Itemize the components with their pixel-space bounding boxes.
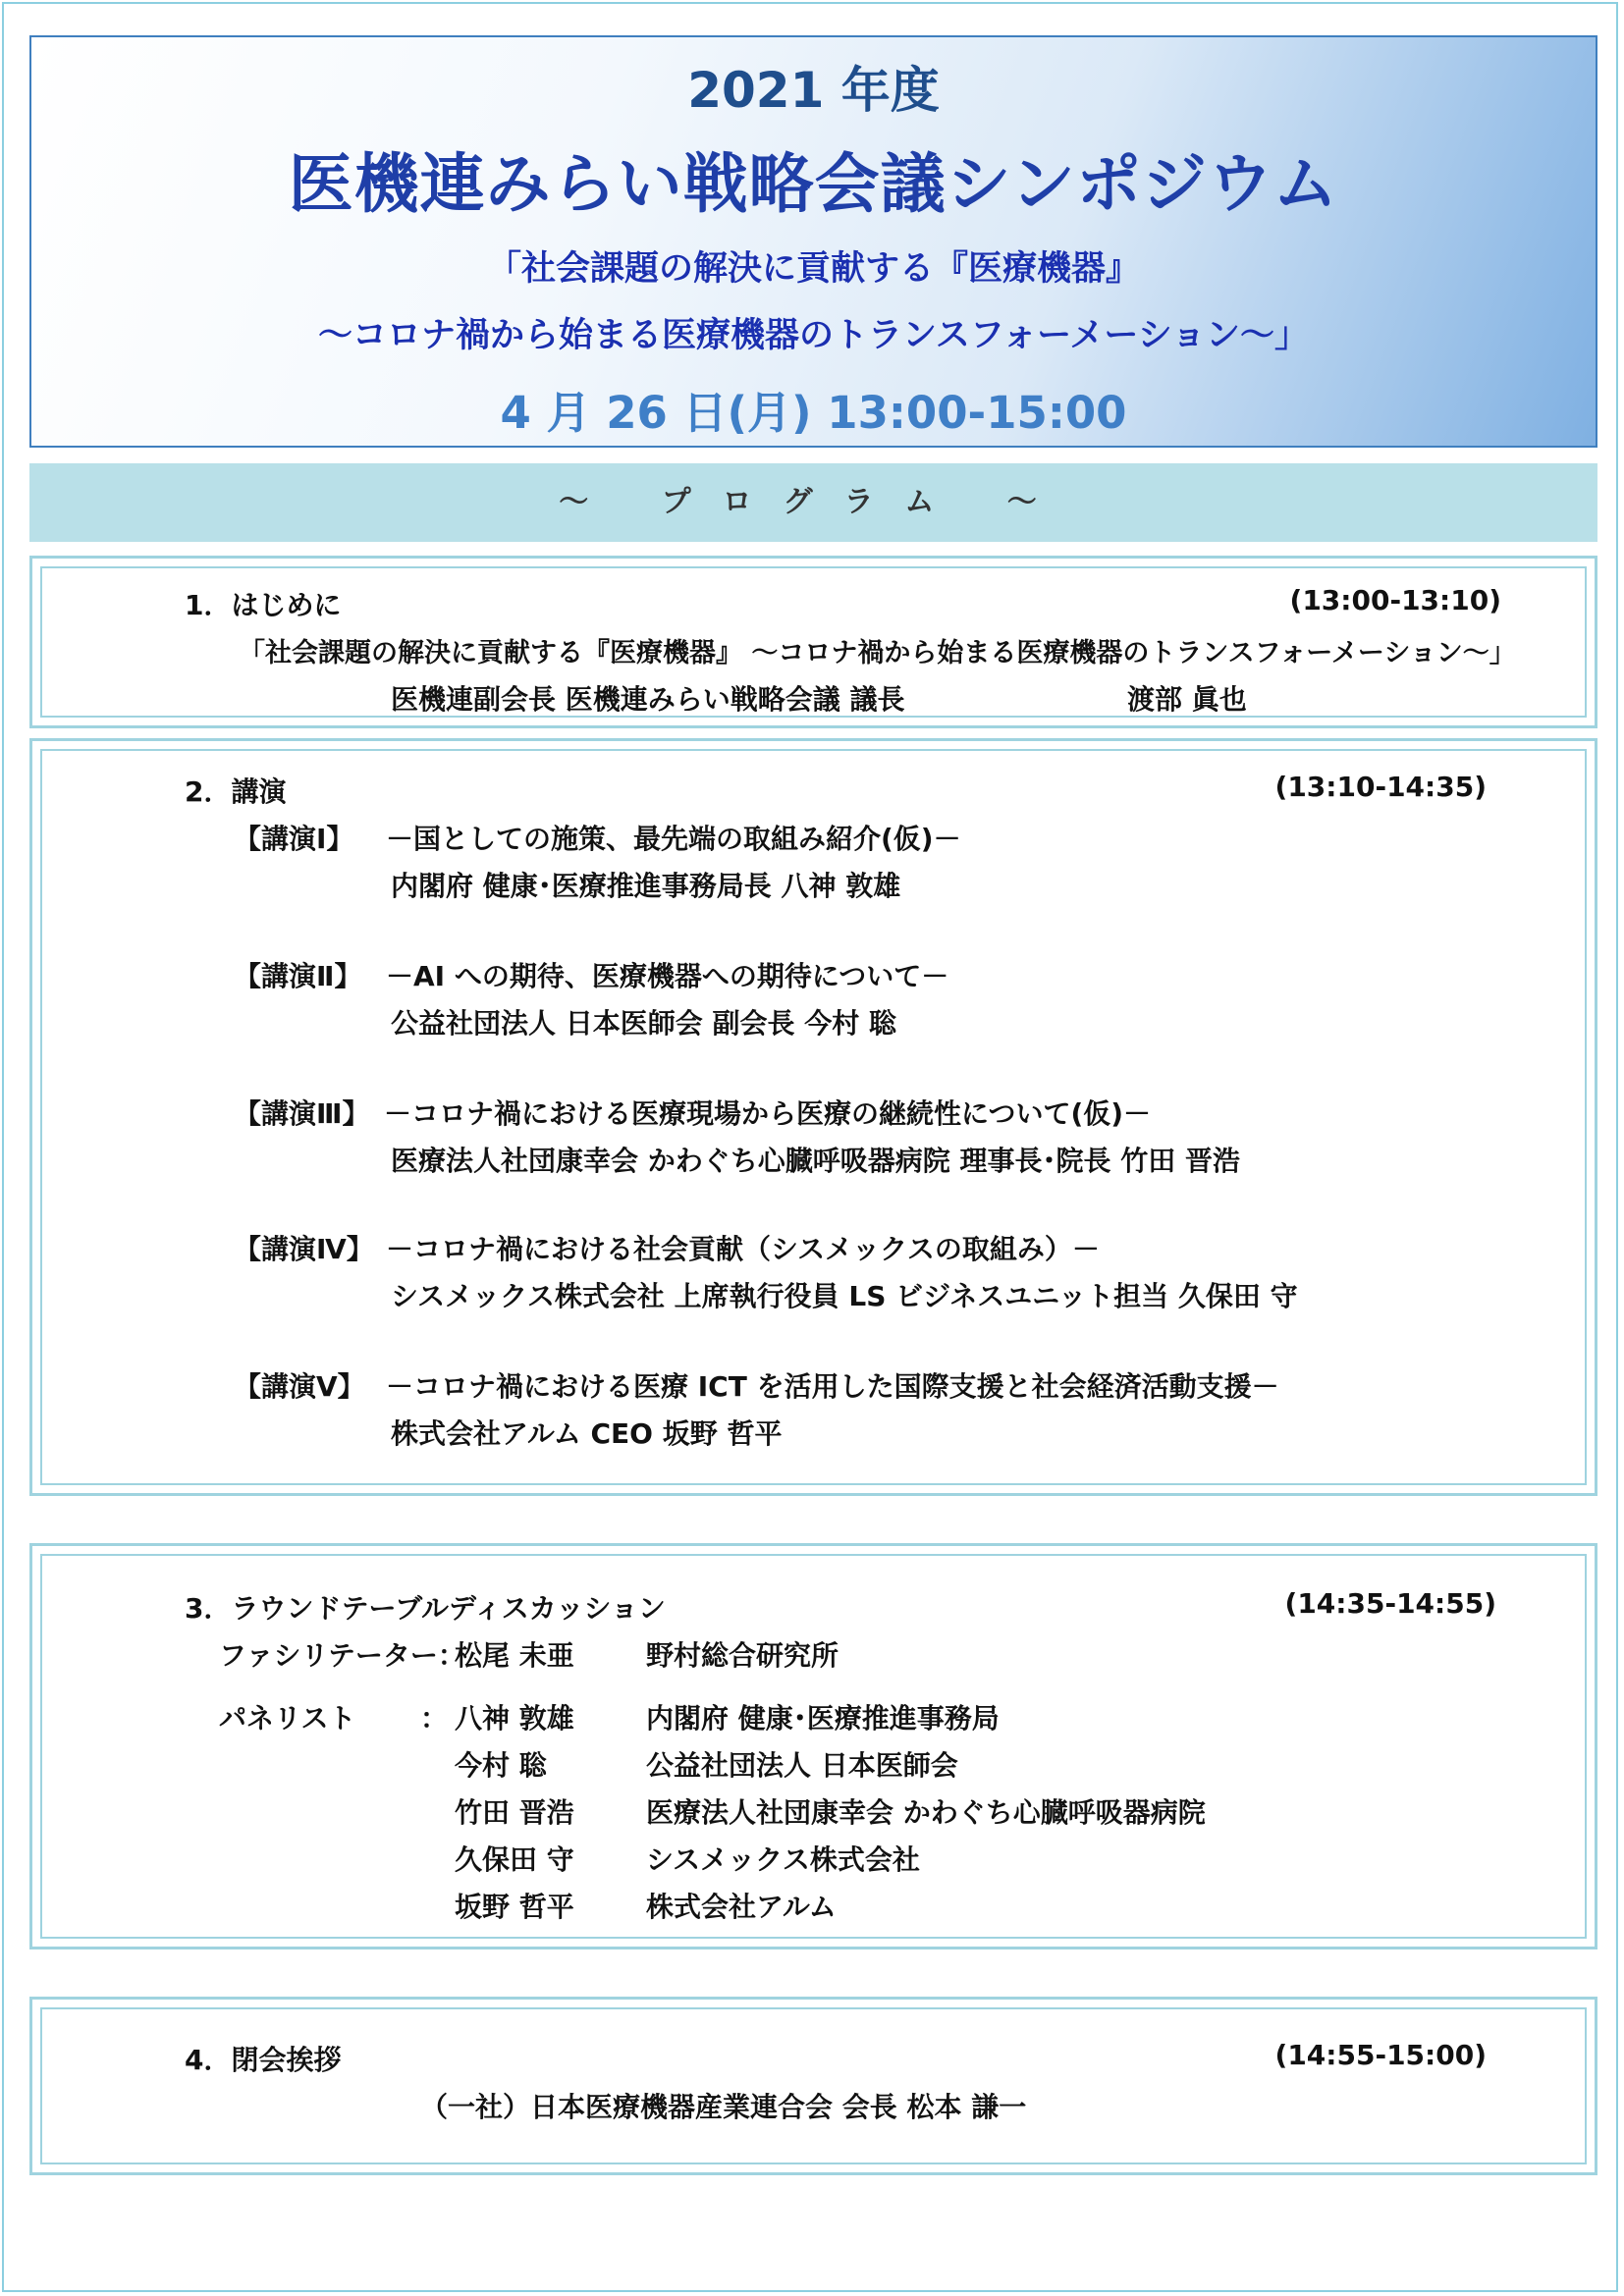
panelist-label: パネリスト [219,1702,356,1735]
section-time: (13:00-13:10) [1289,584,1501,616]
section-time: (14:35-14:55) [1284,1587,1496,1620]
panelist-colon: ： [420,1702,449,1735]
lecture-tag: 【講演Ⅱ】 [234,960,362,992]
panelist-name: 久保田 守 [455,1843,574,1876]
section-opening [29,556,1597,728]
panelist-org: 公益社団法人 日本医師会 [646,1749,958,1782]
panelist-name: 竹田 晋浩 [455,1796,574,1829]
section-heading: 1．はじめに [185,589,342,621]
opening-speaker-name: 渡部 眞也 [1127,683,1247,716]
panelist-name: 坂野 哲平 [455,1891,574,1923]
panelist-org: 内閣府 健康･医療推進事務局 [646,1702,1000,1735]
lecture-tag: 【講演Ⅴ】 [234,1370,365,1403]
lecture-tag: 【講演Ⅰ】 [234,823,354,855]
lecture-speaker: シスメックス株式会社 上席執行役員 LS ビジネスユニット担当 久保田 守 [391,1280,1298,1312]
lecture-title: －コロナ禍における医療現場から医療の継続性について(仮)－ [384,1097,1152,1130]
panelist-name: 八神 敦雄 [455,1702,574,1735]
panelist-org: 医療法人社団康幸会 かわぐち心臓呼吸器病院 [646,1796,1206,1829]
section-heading: 3．ラウンドテーブルディスカッション [185,1592,666,1625]
section-time: (14:55-15:00) [1274,2039,1487,2071]
event-subtitle-line2: ～コロナ禍から始まる医療機器のトランスフォーメーション～」 [317,316,1310,355]
lecture-speaker: 公益社団法人 日本医師会 副会長 今村 聡 [391,1007,896,1040]
section-heading: 4．閉会挨拶 [185,2044,342,2076]
lecture-title: －コロナ禍における医療 ICT を活用した国際支援と社会経済活動支援－ [386,1370,1279,1403]
lecture-title: －AI への期待、医療機器への期待について－ [386,960,949,992]
lecture-title: －国としての施策、最先端の取組み紹介(仮)－ [386,823,961,855]
facilitator-name: 松尾 未亜 [455,1639,574,1672]
lecture-speaker: 株式会社アルム CEO 坂野 哲平 [391,1417,783,1450]
lecture-tag: 【講演Ⅳ】 [234,1233,374,1265]
lecture-speaker: 内閣府 健康･医療推進事務局長 八神 敦雄 [391,870,901,902]
event-year: 2021 年度 [687,62,940,119]
lecture-tag: 【講演Ⅲ】 [234,1097,370,1130]
event-title: 医機連みらい戦略会議シンポジウム [288,146,1339,222]
section-heading: 2．講演 [185,775,287,808]
facilitator-label: ファシリテーター： [219,1639,465,1672]
lecture-speaker: 医療法人社団康幸会 かわぐち心臓呼吸器病院 理事長･院長 竹田 晋浩 [391,1145,1240,1177]
opening-speaker-role: 医機連副会長 医機連みらい戦略会議 議長 [391,683,905,716]
section-closing [29,1997,1597,2175]
panelist-name: 今村 聡 [455,1749,547,1782]
program-heading: ～ プログラム ～ [29,463,1597,542]
lecture-title: －コロナ禍における社会貢献（シスメックスの取組み）－ [386,1233,1100,1265]
header-banner [29,35,1597,448]
section-lectures [29,738,1597,1496]
panelist-org: シスメックス株式会社 [646,1843,920,1876]
section-time: (13:10-14:35) [1274,771,1487,803]
facilitator-org: 野村総合研究所 [646,1639,839,1672]
panelist-org: 株式会社アルム [646,1891,837,1923]
event-date: 4 月 26 日(月) 13:00-15:00 [500,387,1127,439]
section-roundtable [29,1543,1597,1949]
closing-speaker: （一社）日本医療機器産業連合会 会長 松本 謙一 [420,2091,1027,2123]
event-subtitle-line1: 「社会課題の解決に貢献する『医療機器』 [486,249,1140,289]
opening-theme: 「社会課題の解決に貢献する『医療機器』 ～コロナ禍から始まる医療機器のトランスフォーメーション～」 [239,638,1516,668]
